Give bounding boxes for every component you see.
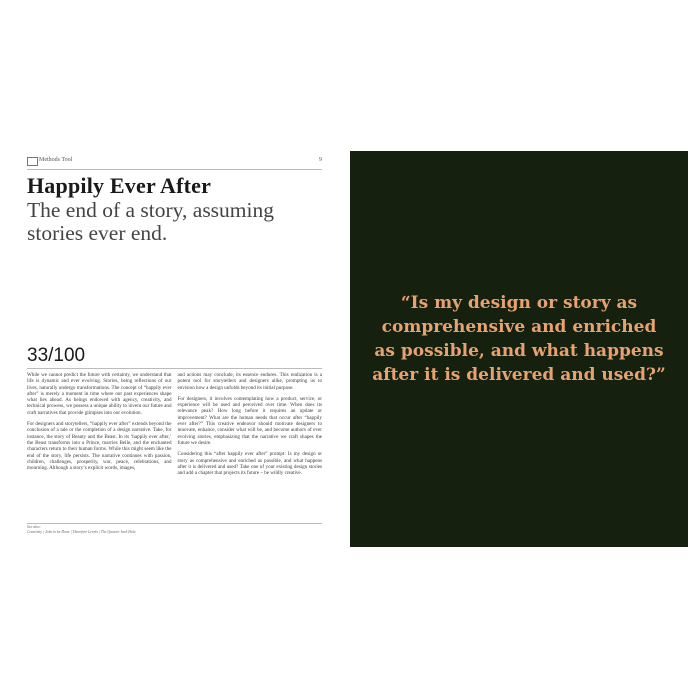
body-text [27,372,322,522]
paragraph: For designers, it involves contemplating how a product, service, or experience will be used and perceived over time. When does its relevance peak? How long before it requires an update or improvement? What are the human needs that occur after “happily ever after?” This creative endeavor should motivate designers to innovate, enhance, consider what will be, and become authors of ever evolving stories, emphasizing that the narrative we craft shapes the future we desire. [177,395,322,446]
section-label: Methods Tool [39,157,73,163]
right-page [350,151,688,547]
paragraph: Considering this “after happily ever after” prompt: Is my design or story as comprehensive and enriched as possible, and what happens after it is delivered and used? Take one of your existing design stories and add a chapter that projects its future – be wildly creative. [177,451,322,477]
page-title: Happily Ever After [27,173,212,198]
see-also-label: See also: [27,525,41,529]
paragraph: and actions may conclude, its essence endures. This realization is a potent tool for storytellers and designers alike, prompting us to envision how a design unfolds beyond its initial purpose. [177,372,322,391]
page-subtitle: The end of a story, assuming stories ever end. [27,198,274,245]
divider [27,368,322,369]
paragraph: For designers and storytellers, “happily ever after” extends beyond the conclusion of a tale or the completion of a design narrative. Take, for instance, the story of Beauty and the Beast. In its ‘happily ever after,’ the Beast transforms into a Prince, marries Belle, and the enchanted characters return to their human forms. While this might seem like the end of the story, life persists. The narrative continues with passion, children, challenges, prosperity, war, peace, celebrations, and mourning. Although a story’s explicit words, images, [27,421,172,472]
tool-number: 33/100 [27,345,86,366]
running-header [27,155,322,170]
paragraph: While we cannot predict the future with certainty, we understand that life is dynamic and ever evolving. Stories, being reflections of our lives, naturally undergo transformations. The concept of “happily ever after” is merely a moment in time where our past experiences shape what lies ahead. As beings endowed with agency, creativity, and technical prowess, we possess a unique ability to invent our future and craft narratives that provide glimpses into our evolution. [27,372,172,416]
pull-quote: “Is my design or story as comprehensive and enriched as possible, and what happens after it is delivered and used?” [372,293,666,385]
body-column-2 [178,372,323,522]
tool-icon [27,157,38,166]
left-page [27,155,322,545]
see-also [27,525,322,535]
divider [27,523,322,524]
body-column-1 [27,372,172,522]
page-number: 9 [319,157,322,163]
see-also-links: Creativity | Jobs to be Done | Therefore Levels | The Quarter Inch Hole [27,530,136,534]
